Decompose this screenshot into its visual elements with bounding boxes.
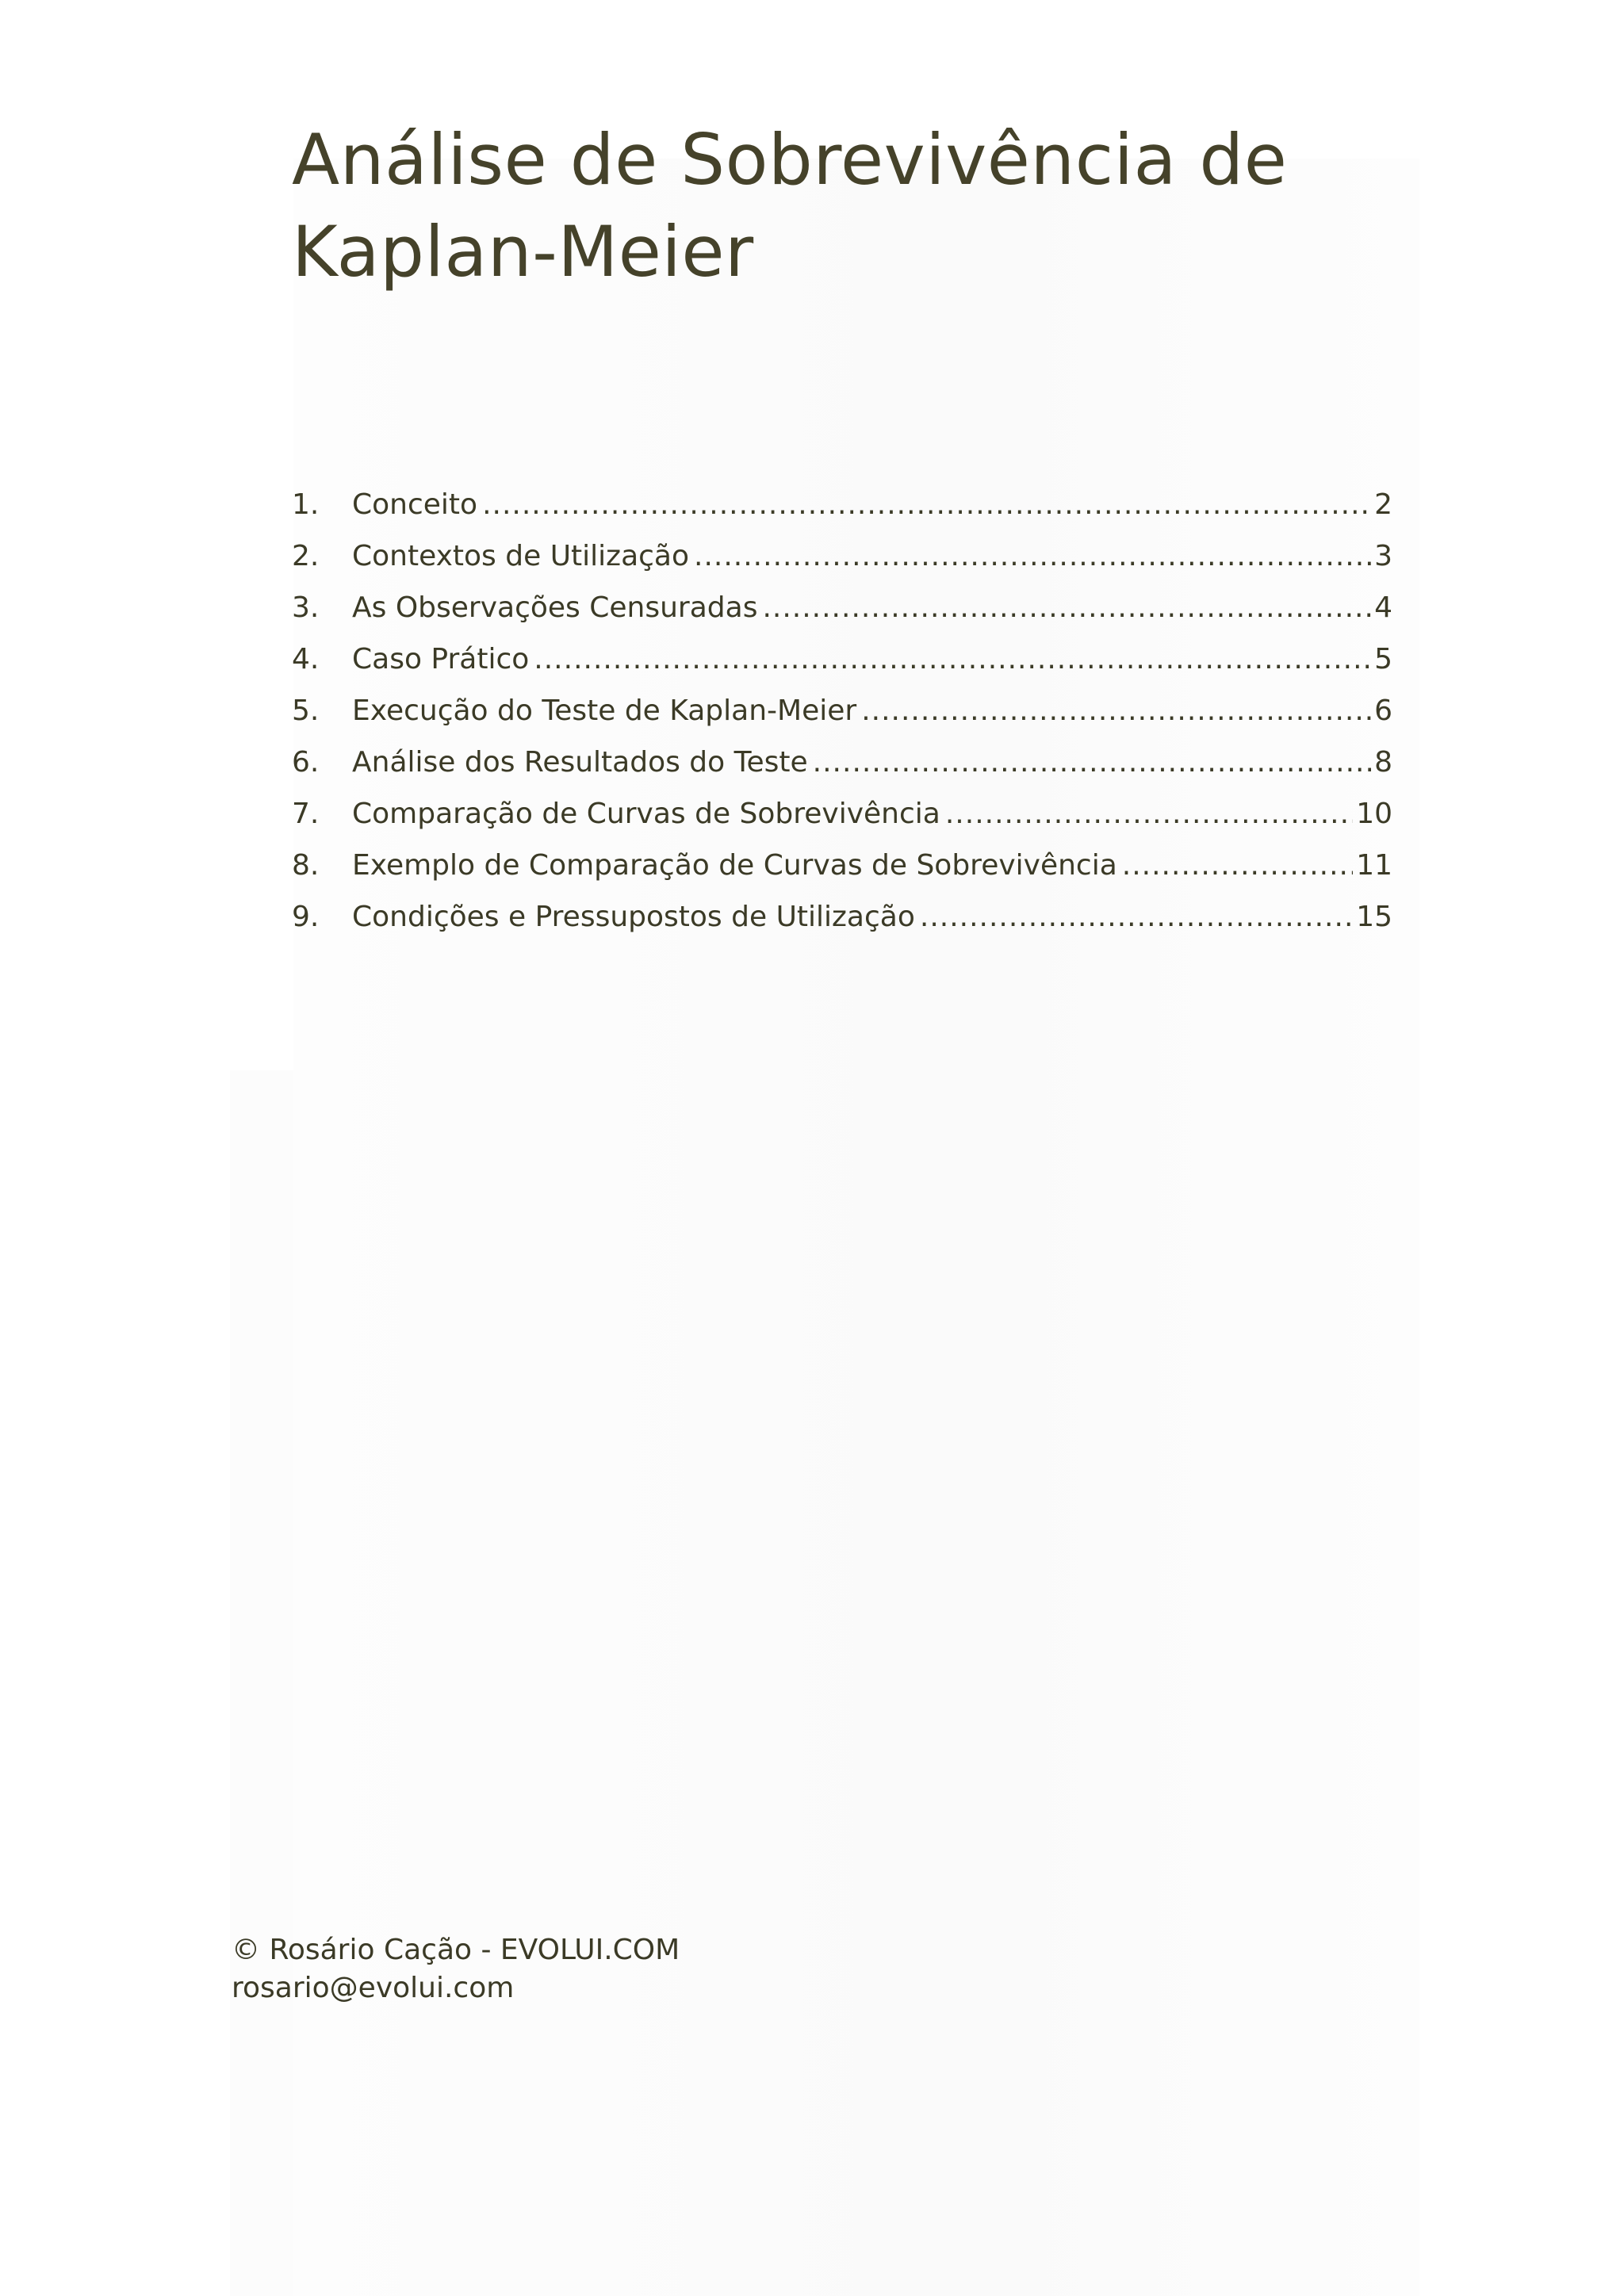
contact-email[interactable]: rosario@evolui.com [232, 1972, 515, 2004]
toc-number: 6. [292, 746, 320, 779]
table-of-contents [292, 479, 1392, 943]
toc-text: Exemplo de Comparação de Curvas de Sobrevivência [352, 849, 1117, 882]
page-background-left [230, 1070, 293, 2296]
toc-text: Execução do Teste de Kaplan-Meier [352, 695, 857, 727]
toc-leader [762, 582, 1371, 633]
toc-text: Contextos de Utilização [352, 540, 690, 572]
toc-leader [861, 685, 1371, 737]
toc-leader [482, 479, 1371, 530]
toc-text: Caso Prático [352, 643, 530, 675]
document-title: Análise de Sobrevivência de Kaplan-Meier [292, 119, 1288, 293]
toc-entry-2[interactable] [292, 530, 1392, 582]
toc-number: 4. [292, 643, 320, 675]
toc-page-number: 8 [1374, 746, 1392, 779]
toc-leader [920, 891, 1353, 943]
toc-leader [694, 530, 1371, 582]
toc-page-number: 6 [1374, 695, 1392, 727]
toc-number: 2. [292, 540, 320, 572]
toc-leader [534, 633, 1371, 685]
toc-page-number: 4 [1374, 591, 1392, 624]
toc-number: 7. [292, 798, 320, 830]
toc-page-number: 15 [1356, 901, 1392, 933]
toc-entry-4[interactable] [292, 633, 1392, 685]
toc-text: Comparação de Curvas de Sobrevivência [352, 798, 940, 830]
toc-page-number: 11 [1356, 849, 1392, 882]
toc-entry-9[interactable] [292, 891, 1392, 943]
toc-entry-8[interactable] [292, 840, 1392, 891]
toc-leader [1122, 840, 1353, 891]
toc-entry-6[interactable] [292, 737, 1392, 788]
toc-text: Conceito [352, 488, 478, 521]
toc-number: 5. [292, 695, 320, 727]
toc-text: Análise dos Resultados do Teste [352, 746, 808, 779]
toc-page-number: 2 [1374, 488, 1392, 521]
toc-entry-1[interactable] [292, 479, 1392, 530]
toc-entry-7[interactable] [292, 788, 1392, 840]
toc-entry-3[interactable] [292, 582, 1392, 633]
toc-leader [945, 788, 1353, 840]
toc-page-number: 3 [1374, 540, 1392, 572]
toc-page-number: 5 [1374, 643, 1392, 675]
toc-number: 1. [292, 488, 320, 521]
toc-page-number: 10 [1356, 798, 1392, 830]
toc-text: As Observações Censuradas [352, 591, 758, 624]
toc-number: 8. [292, 849, 320, 882]
toc-number: 3. [292, 591, 320, 624]
copyright-text: © Rosário Cação - EVOLUI.COM [232, 1934, 680, 1966]
toc-entry-5[interactable] [292, 685, 1392, 737]
toc-text: Condições e Pressupostos de Utilização [352, 901, 915, 933]
footer [232, 1931, 680, 2007]
toc-leader [813, 737, 1371, 788]
toc-number: 9. [292, 901, 320, 933]
